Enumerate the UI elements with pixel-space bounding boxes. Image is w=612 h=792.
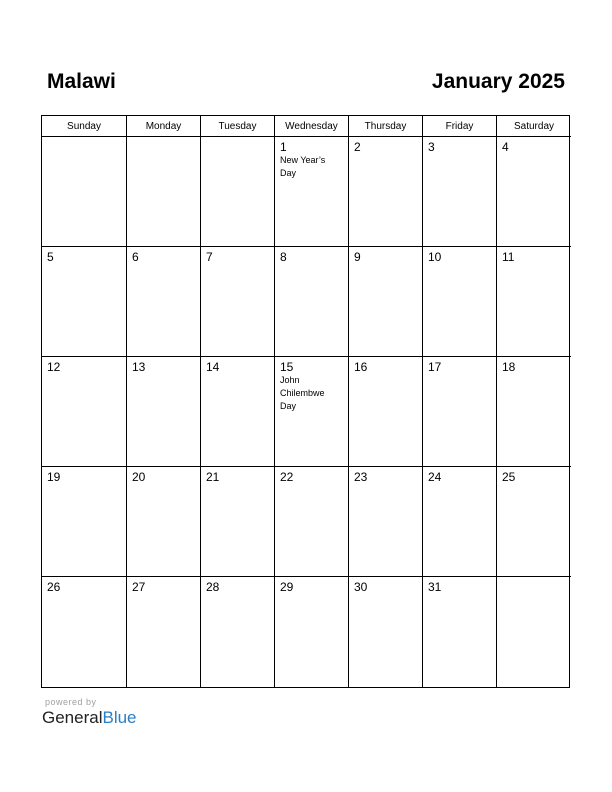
day-cell — [423, 137, 497, 247]
day-cell — [201, 247, 275, 357]
day-cell — [349, 137, 423, 247]
generalblue-logo[interactable] — [42, 708, 137, 728]
day-cell — [497, 137, 571, 247]
day-cell — [275, 247, 349, 357]
day-cell — [275, 467, 349, 577]
day-number: 11 — [502, 250, 515, 264]
powered-by-label: powered by — [45, 697, 97, 707]
day-cell — [497, 577, 571, 687]
day-cell — [127, 247, 201, 357]
weekday-header-saturday: Saturday — [497, 116, 571, 137]
day-cell — [497, 357, 571, 467]
day-cell — [201, 357, 275, 467]
day-number: 12 — [47, 360, 61, 374]
day-cell — [423, 467, 497, 577]
weekday-header-monday: Monday — [127, 116, 201, 137]
day-number: 29 — [280, 580, 294, 594]
day-number: 7 — [206, 250, 213, 264]
day-number: 2 — [354, 140, 361, 154]
day-number: 9 — [354, 250, 361, 264]
day-number: 15 — [280, 360, 294, 374]
day-number: 13 — [132, 360, 146, 374]
page-title-country: Malawi — [47, 70, 116, 93]
day-number: 25 — [502, 470, 516, 484]
day-cell — [201, 577, 275, 687]
day-number: 28 — [206, 580, 220, 594]
weekday-header-thursday: Thursday — [349, 116, 423, 137]
day-number: 26 — [47, 580, 61, 594]
day-number: 24 — [428, 470, 442, 484]
day-number: 21 — [206, 470, 220, 484]
day-cell — [349, 577, 423, 687]
day-cell — [127, 137, 201, 247]
day-number: 10 — [428, 250, 442, 264]
day-cell — [201, 467, 275, 577]
day-number: 6 — [132, 250, 139, 264]
day-number: 17 — [428, 360, 442, 374]
day-cell — [42, 357, 127, 467]
day-number: 16 — [354, 360, 368, 374]
day-cell — [42, 137, 127, 247]
brand-text-general: General — [42, 708, 103, 727]
day-cell — [423, 247, 497, 357]
day-cell — [423, 577, 497, 687]
day-cell — [275, 357, 349, 467]
holiday-label: John Chilembwe Day — [280, 375, 325, 411]
day-cell — [497, 247, 571, 357]
day-number: 27 — [132, 580, 146, 594]
day-number: 31 — [428, 580, 442, 594]
day-cell — [349, 357, 423, 467]
day-cell — [127, 467, 201, 577]
day-number: 22 — [280, 470, 294, 484]
day-number: 23 — [354, 470, 368, 484]
day-cell — [42, 577, 127, 687]
day-number: 19 — [47, 470, 61, 484]
day-number: 4 — [502, 140, 509, 154]
day-cell — [275, 577, 349, 687]
page-title-month: January 2025 — [431, 70, 565, 93]
day-number: 8 — [280, 250, 287, 264]
day-cell — [42, 247, 127, 357]
day-cell — [497, 467, 571, 577]
day-number: 3 — [428, 140, 435, 154]
day-cell — [127, 577, 201, 687]
day-number: 14 — [206, 360, 220, 374]
weekday-header-tuesday: Tuesday — [201, 116, 275, 137]
calendar-grid — [41, 115, 570, 688]
weekday-header-wednesday: Wednesday — [275, 116, 349, 137]
day-cell — [42, 467, 127, 577]
day-number: 30 — [354, 580, 368, 594]
weekday-header-friday: Friday — [423, 116, 497, 137]
day-cell — [423, 357, 497, 467]
day-number: 1 — [280, 140, 287, 154]
day-number: 20 — [132, 470, 146, 484]
day-cell — [275, 137, 349, 247]
day-cell — [201, 137, 275, 247]
day-cell — [127, 357, 201, 467]
brand-text-blue: Blue — [102, 708, 137, 727]
day-number: 18 — [502, 360, 516, 374]
weekday-header-sunday: Sunday — [42, 116, 127, 137]
day-cell — [349, 467, 423, 577]
day-number: 5 — [47, 250, 54, 264]
day-cell — [349, 247, 423, 357]
holiday-label: New Year’s Day — [280, 155, 326, 178]
